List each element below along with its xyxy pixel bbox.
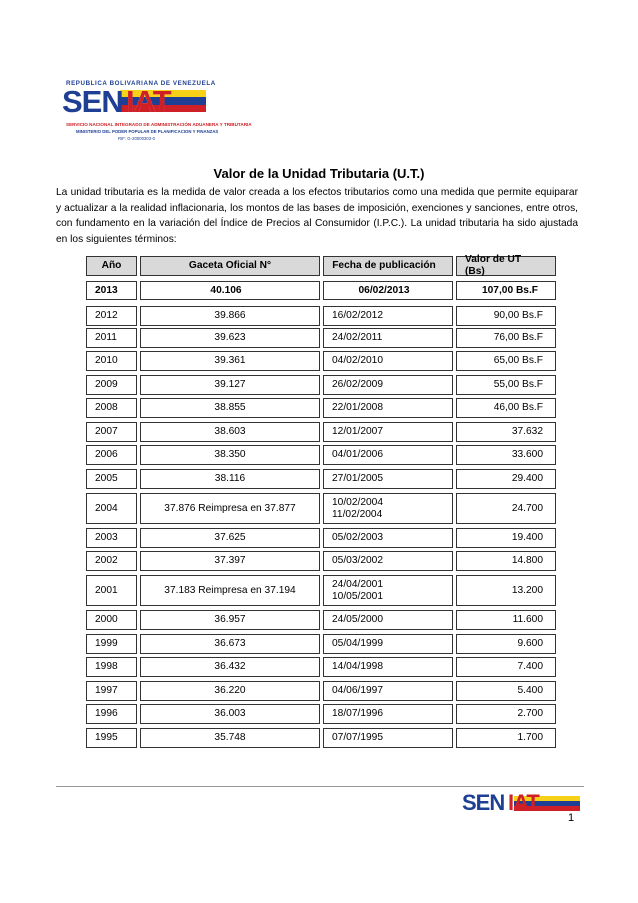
fecha-cell xyxy=(323,469,453,489)
fecha-primary: 18/07/1996 xyxy=(332,708,383,719)
fecha-cell xyxy=(323,528,453,548)
fecha-cell xyxy=(323,610,453,630)
page-number: 1 xyxy=(568,812,575,824)
fecha-cell xyxy=(323,575,453,606)
table-row xyxy=(86,728,556,748)
table-row xyxy=(86,493,556,524)
valor-cell: 14.800 xyxy=(456,551,556,571)
table-row xyxy=(86,306,556,326)
fecha-secondary: 10/05/2001 xyxy=(332,590,383,602)
table-row xyxy=(86,634,556,654)
valor-cell: 65,00 Bs.F xyxy=(456,351,556,371)
year-cell: 2006 xyxy=(86,445,137,465)
fecha-cell xyxy=(323,681,453,701)
fecha-primary: 07/07/1995 xyxy=(332,732,383,743)
fecha-primary: 24/02/2011 xyxy=(332,332,383,343)
year-cell: 2003 xyxy=(86,528,137,548)
table-row xyxy=(86,422,556,442)
fecha-primary: 06/02/2013 xyxy=(358,284,410,296)
valor-cell: 1.700 xyxy=(456,728,556,748)
gaceta-cell: 40.106 xyxy=(140,281,320,300)
gaceta-cell: 37.625 xyxy=(140,528,320,548)
year-cell: 2010 xyxy=(86,351,137,371)
column-header: Fecha de publicación xyxy=(323,256,453,276)
fecha-cell xyxy=(323,634,453,654)
valor-cell: 24.700 xyxy=(456,493,556,524)
gaceta-cell: 39.127 xyxy=(140,375,320,395)
year-cell: 2000 xyxy=(86,610,137,630)
valor-cell: 5.400 xyxy=(456,681,556,701)
fecha-cell xyxy=(323,398,453,418)
gaceta-cell: 36.432 xyxy=(140,657,320,677)
gaceta-cell: 36.957 xyxy=(140,610,320,630)
year-cell: 2005 xyxy=(86,469,137,489)
gaceta-cell: 39.361 xyxy=(140,351,320,371)
intro-paragraph: La unidad tributaria es la medida de valor creada a los efectos tributarios como una medida que permite equiparar y actualizar a la realidad inflacionaria, los montos de las bases de imposición, exenciones y sanciones, entre otros, con fundamento en la variación del Índice de Precios al Consumidor (I.P.C.). La unidad tributaria ha sido ajustada en los siguientes términos: xyxy=(56,187,578,245)
page-title: Valor de la Unidad Tributaria (U.T.) xyxy=(213,166,425,181)
fecha-primary: 05/02/2003 xyxy=(332,532,383,543)
republic-label: REPUBLICA BOLIVARIANA DE VENEZUELA xyxy=(66,80,216,87)
year-cell: 2001 xyxy=(86,575,137,606)
table-row xyxy=(86,657,556,677)
valor-cell: 90,00 Bs.F xyxy=(456,306,556,326)
fecha-primary: 10/02/2004 xyxy=(332,496,383,508)
gaceta-cell: 35.748 xyxy=(140,728,320,748)
gaceta-cell: 37.183 Reimpresa en 37.194 xyxy=(140,575,320,606)
fecha-cell xyxy=(323,728,453,748)
fecha-cell xyxy=(323,493,453,524)
table-row xyxy=(86,551,556,571)
valor-cell: 55,00 Bs.F xyxy=(456,375,556,395)
fecha-primary: 14/04/1998 xyxy=(332,661,383,672)
footer-logo-iat-text: IAT xyxy=(508,790,539,815)
table-row xyxy=(86,469,556,489)
year-cell: 1997 xyxy=(86,681,137,701)
valor-cell: 46,00 Bs.F xyxy=(456,398,556,418)
column-header: Año xyxy=(86,256,137,276)
fecha-primary: 05/04/1999 xyxy=(332,638,383,649)
gaceta-cell: 37.876 Reimpresa en 37.877 xyxy=(140,493,320,524)
ministry-name: MINISTERIO DEL PODER POPULAR DE PLANIFICACION Y FINANZAS xyxy=(76,129,219,134)
gaceta-cell: 38.350 xyxy=(140,445,320,465)
gaceta-cell: 38.855 xyxy=(140,398,320,418)
fecha-primary: 24/04/2001 xyxy=(332,578,383,590)
valor-cell: 29.400 xyxy=(456,469,556,489)
valor-cell: 11.600 xyxy=(456,610,556,630)
table-row xyxy=(86,528,556,548)
year-cell: 1995 xyxy=(86,728,137,748)
valor-cell: 33.600 xyxy=(456,445,556,465)
fecha-primary: 26/02/2009 xyxy=(332,379,383,390)
fecha-cell xyxy=(323,445,453,465)
valor-cell: 7.400 xyxy=(456,657,556,677)
fecha-primary: 04/06/1997 xyxy=(332,685,383,696)
gaceta-cell: 36.220 xyxy=(140,681,320,701)
table-row xyxy=(86,398,556,418)
footer-seniat-logo xyxy=(462,792,582,818)
fecha-cell xyxy=(323,375,453,395)
valor-cell: 107,00 Bs.F xyxy=(456,281,556,300)
gaceta-cell: 36.003 xyxy=(140,704,320,724)
valor-cell: 9.600 xyxy=(456,634,556,654)
gaceta-cell: 38.116 xyxy=(140,469,320,489)
fecha-primary: 05/03/2002 xyxy=(332,555,383,566)
footer-divider xyxy=(56,786,584,787)
rif-number: RIF: G-20000303-0 xyxy=(118,136,156,141)
gaceta-cell: 39.866 xyxy=(140,306,320,326)
fecha-primary: 22/01/2008 xyxy=(332,402,383,413)
year-cell: 2007 xyxy=(86,422,137,442)
table-row xyxy=(86,575,556,606)
footer-logo-sen-text: SEN xyxy=(462,790,505,815)
valor-cell: 19.400 xyxy=(456,528,556,548)
table-row xyxy=(86,681,556,701)
year-cell: 1998 xyxy=(86,657,137,677)
fecha-cell xyxy=(323,281,453,300)
table-row xyxy=(86,704,556,724)
fecha-cell xyxy=(323,704,453,724)
fecha-cell xyxy=(323,422,453,442)
gaceta-cell: 37.397 xyxy=(140,551,320,571)
valor-cell: 37.632 xyxy=(456,422,556,442)
column-header: Gaceta Oficial N° xyxy=(140,256,320,276)
table-row xyxy=(86,281,556,300)
table-row xyxy=(86,351,556,371)
year-cell: 2004 xyxy=(86,493,137,524)
table-row xyxy=(86,610,556,630)
valor-cell: 13.200 xyxy=(456,575,556,606)
gaceta-cell: 36.673 xyxy=(140,634,320,654)
fecha-primary: 16/02/2012 xyxy=(332,310,383,321)
fecha-secondary: 11/02/2004 xyxy=(332,508,383,520)
agency-name: SERVICIO NACIONAL INTEGRADO DE ADMINISTRACIÓN ADUANERA Y TRIBUTARIA xyxy=(66,122,252,127)
valor-cell: 76,00 Bs.F xyxy=(456,328,556,348)
fecha-cell xyxy=(323,551,453,571)
year-cell: 1996 xyxy=(86,704,137,724)
fecha-cell xyxy=(323,328,453,348)
fecha-primary: 24/05/2000 xyxy=(332,614,383,625)
gaceta-cell: 38.603 xyxy=(140,422,320,442)
fecha-cell xyxy=(323,657,453,677)
fecha-primary: 04/02/2010 xyxy=(332,355,383,366)
fecha-cell xyxy=(323,306,453,326)
year-cell: 2002 xyxy=(86,551,137,571)
table-row xyxy=(86,375,556,395)
year-cell: 2013 xyxy=(86,281,137,300)
year-cell: 1999 xyxy=(86,634,137,654)
logo-iat-text: IAT xyxy=(126,84,171,119)
fecha-primary: 12/01/2007 xyxy=(332,426,383,437)
fecha-primary: 27/01/2005 xyxy=(332,473,383,484)
fecha-primary: 04/01/2006 xyxy=(332,449,383,460)
year-cell: 2008 xyxy=(86,398,137,418)
table-row xyxy=(86,328,556,348)
table-header-row xyxy=(86,256,556,276)
year-cell: 2009 xyxy=(86,375,137,395)
valor-cell: 2.700 xyxy=(456,704,556,724)
column-header: Valor de UT (Bs) xyxy=(456,256,556,276)
year-cell: 2011 xyxy=(86,328,137,348)
year-cell: 2012 xyxy=(86,306,137,326)
logo-sen-text: SEN xyxy=(62,84,123,119)
fecha-cell xyxy=(323,351,453,371)
table-row xyxy=(86,445,556,465)
gaceta-cell: 39.623 xyxy=(140,328,320,348)
